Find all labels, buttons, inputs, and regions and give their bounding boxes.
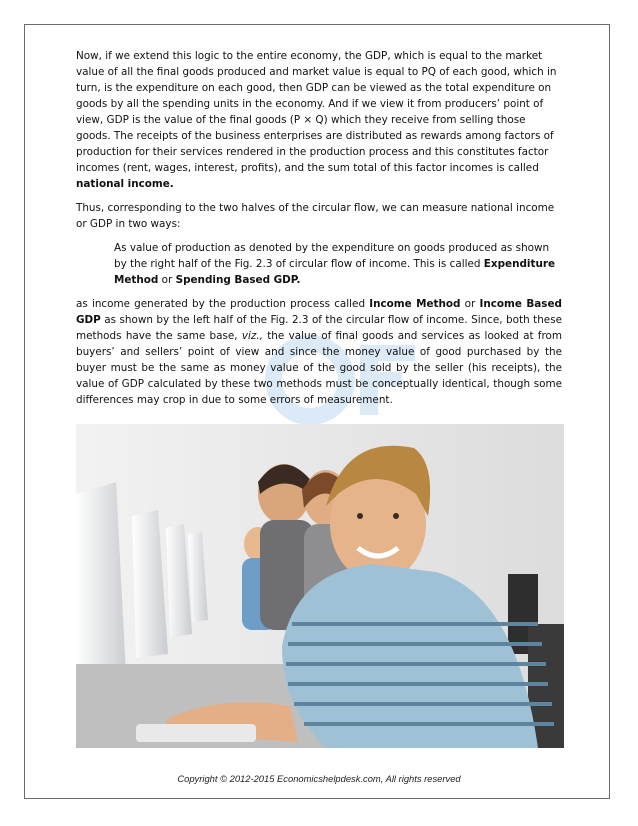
indented-text: As value of production as denoted by the expenditure on goods produced as shown by the right half of the Fig. 2.3 of circular flow of income. This is called (114, 242, 550, 270)
expenditure-method-term: Expenditure Method (114, 258, 556, 286)
copyright-text: Copyright © 2012-2015 Economicshelpdesk.com, All rights reserved (177, 773, 461, 784)
spending-based-gdp-term: Spending Based GDP. (175, 274, 301, 286)
paragraph-3-intro: as income generated by the production process called (76, 298, 366, 310)
national-income-term: national income. (76, 178, 174, 190)
paragraph-3-or: or (464, 298, 476, 310)
paragraph-3 (76, 296, 562, 408)
paragraph-2 (76, 200, 562, 232)
classroom-photo (76, 424, 564, 748)
document-body (76, 48, 562, 416)
paragraph-3-rest: the value of final goods and services as looked at from buyers’ and sellers’ point of view and since the money value of good purchased by the buyer must be the same as money value of the good sold by the seller (his receipts), the value of GDP calculated by these two methods must be conceptually identical, though some differences may crop in due to some errors of measurement. (76, 330, 562, 406)
paragraph-1-text: Now, if we extend this logic to the entire economy, the GDP, which is equal to the market value of all the final goods produced and market value is equal to PQ of each good, which in turn, is the expenditure on each good, then GDP can be viewed as the total expenditure on goods by all the spending units in the economy. And if we view it from producers’ point of view, GDP is the value of the final goods (P × Q) which they receive from selling those goods. The receipts of the business enterprises are distributed as rewards among factors of production for their services rendered in the production process and this constitutes factor incomes (rent, wages, interest, profits), and the sum total of this factor incomes is called (76, 50, 557, 174)
paragraph-2-text: Thus, corresponding to the two halves of the circular flow, we can measure national income or GDP in two ways: (76, 202, 555, 230)
paragraph-1 (76, 48, 562, 192)
income-based-gdp-term: Income Based GDP (76, 298, 562, 326)
copyright-footer (0, 773, 638, 784)
income-method-term: Income Method (369, 298, 461, 310)
indented-item (114, 240, 562, 288)
paragraph-3-mid: as shown by the left half of the Fig. 2.3 of the circular flow of income. Since, both these methods have the same base, (76, 314, 562, 342)
viz-term: viz., (241, 330, 263, 342)
indented-or: or (161, 274, 173, 286)
